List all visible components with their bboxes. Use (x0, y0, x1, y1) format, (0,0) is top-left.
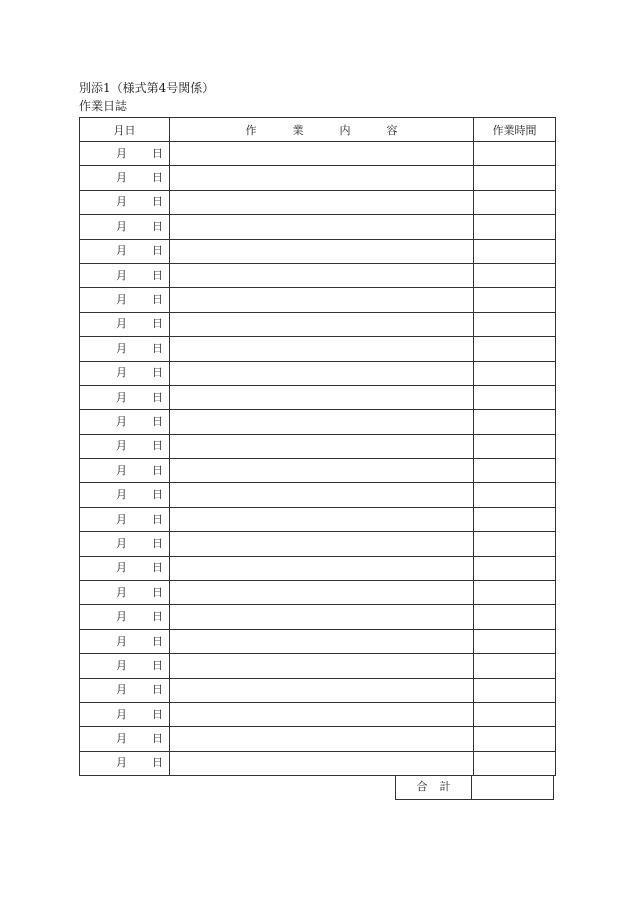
total-hours-cell (472, 775, 553, 799)
date-cell-wrap (80, 362, 169, 385)
work-hours-cell (474, 702, 556, 726)
day-label: 日 (152, 585, 163, 599)
table-row (80, 410, 556, 434)
date-cell-wrap (80, 166, 169, 189)
work-hours-cell (474, 532, 556, 556)
work-hours-cell (474, 507, 556, 531)
day-label: 日 (152, 463, 163, 477)
date-cell-wrap (80, 142, 169, 165)
date-cell (80, 361, 170, 385)
date-cell-wrap (80, 483, 169, 506)
work-hours-cell (474, 337, 556, 361)
work-hours-cell (474, 678, 556, 702)
date-cell-wrap (80, 313, 169, 336)
work-content-cell (170, 605, 474, 629)
day-label: 日 (152, 244, 163, 258)
date-cell (80, 385, 170, 409)
month-label: 月 (116, 146, 127, 160)
month-label: 月 (116, 512, 127, 526)
day-label: 日 (152, 536, 163, 550)
attachment-reference: 別添1（様式第4号関係） (79, 81, 215, 95)
work-content-cell (170, 410, 474, 434)
work-hours-cell (474, 190, 556, 214)
header-hours: 作業時間 (474, 118, 556, 142)
date-cell-wrap (80, 532, 169, 555)
date-cell (80, 678, 170, 702)
day-label: 日 (152, 219, 163, 233)
work-hours-cell (474, 142, 556, 166)
table-row (80, 263, 556, 287)
date-cell-wrap (80, 703, 169, 726)
work-hours-cell (474, 361, 556, 385)
day-label: 日 (152, 658, 163, 672)
date-cell-wrap (80, 508, 169, 531)
work-content-cell (170, 727, 474, 751)
month-label: 月 (116, 585, 127, 599)
date-cell (80, 629, 170, 653)
month-label: 月 (116, 536, 127, 550)
date-cell-wrap (80, 215, 169, 238)
month-label: 月 (116, 707, 127, 721)
work-content-cell (170, 215, 474, 239)
work-hours-cell (474, 288, 556, 312)
total-row (395, 775, 554, 800)
date-cell (80, 263, 170, 287)
work-hours-cell (474, 605, 556, 629)
date-cell (80, 532, 170, 556)
month-label: 月 (116, 390, 127, 404)
day-label: 日 (152, 293, 163, 307)
header-date: 月日 (80, 118, 170, 142)
date-cell-wrap (80, 410, 169, 433)
date-cell-wrap (80, 581, 169, 604)
date-cell (80, 166, 170, 190)
month-label: 月 (116, 756, 127, 770)
work-content-cell (170, 288, 474, 312)
work-hours-cell (474, 385, 556, 409)
date-cell-wrap (80, 386, 169, 409)
work-hours-cell (474, 581, 556, 605)
month-label: 月 (116, 610, 127, 624)
day-label: 日 (152, 268, 163, 282)
month-label: 月 (116, 634, 127, 648)
day-label: 日 (152, 414, 163, 428)
date-cell-wrap (80, 435, 169, 458)
work-hours-cell (474, 239, 556, 263)
date-cell-wrap (80, 240, 169, 263)
table-row (80, 239, 556, 263)
day-label: 日 (152, 171, 163, 185)
work-hours-cell (474, 312, 556, 336)
table-row (80, 532, 556, 556)
month-label: 月 (116, 244, 127, 258)
table-body (80, 142, 556, 776)
table-row (80, 459, 556, 483)
document-title: 作業日誌 (79, 99, 128, 113)
month-label: 月 (116, 293, 127, 307)
work-content-cell (170, 483, 474, 507)
date-cell-wrap (80, 752, 169, 775)
work-hours-cell (474, 556, 556, 580)
day-label: 日 (152, 341, 163, 355)
date-cell-wrap (80, 288, 169, 311)
date-cell (80, 581, 170, 605)
month-label: 月 (116, 658, 127, 672)
month-label: 月 (116, 561, 127, 575)
date-cell (80, 483, 170, 507)
table-row (80, 337, 556, 361)
date-cell (80, 410, 170, 434)
table-row (80, 483, 556, 507)
table-row (80, 581, 556, 605)
table-row (80, 190, 556, 214)
date-cell-wrap (80, 679, 169, 702)
work-content-cell (170, 581, 474, 605)
day-label: 日 (152, 146, 163, 160)
date-cell (80, 288, 170, 312)
header-content-label: 作業内容 (245, 123, 434, 137)
table-row (80, 727, 556, 751)
day-label: 日 (152, 439, 163, 453)
work-content-cell (170, 263, 474, 287)
date-cell-wrap (80, 337, 169, 360)
date-cell-wrap (80, 727, 169, 750)
date-cell (80, 190, 170, 214)
work-hours-cell (474, 215, 556, 239)
work-content-cell (170, 532, 474, 556)
day-label: 日 (152, 488, 163, 502)
day-label: 日 (152, 707, 163, 721)
date-cell (80, 727, 170, 751)
date-cell (80, 605, 170, 629)
table-row (80, 507, 556, 531)
work-content-cell (170, 459, 474, 483)
work-content-cell (170, 166, 474, 190)
table-row (80, 361, 556, 385)
table-row (80, 288, 556, 312)
date-cell (80, 702, 170, 726)
work-hours-cell (474, 483, 556, 507)
date-cell (80, 459, 170, 483)
table-row (80, 166, 556, 190)
month-label: 月 (116, 195, 127, 209)
table-row (80, 556, 556, 580)
month-label: 月 (116, 683, 127, 697)
day-label: 日 (152, 390, 163, 404)
month-label: 月 (116, 366, 127, 380)
work-content-cell (170, 337, 474, 361)
work-hours-cell (474, 166, 556, 190)
month-label: 月 (116, 439, 127, 453)
date-cell-wrap (80, 557, 169, 580)
date-cell (80, 312, 170, 336)
table-header (80, 118, 556, 142)
date-cell (80, 434, 170, 458)
date-cell (80, 654, 170, 678)
date-cell-wrap (80, 191, 169, 214)
work-content-cell (170, 678, 474, 702)
work-content-cell (170, 434, 474, 458)
work-content-cell (170, 312, 474, 336)
day-label: 日 (152, 732, 163, 746)
work-content-cell (170, 556, 474, 580)
day-label: 日 (152, 756, 163, 770)
table-row (80, 702, 556, 726)
work-hours-cell (474, 434, 556, 458)
table-row (80, 434, 556, 458)
header-content (170, 118, 474, 142)
table-row (80, 678, 556, 702)
table-row (80, 605, 556, 629)
date-cell (80, 142, 170, 166)
work-content-cell (170, 751, 474, 775)
work-hours-cell (474, 751, 556, 775)
work-hours-cell (474, 629, 556, 653)
work-hours-cell (474, 263, 556, 287)
work-hours-cell (474, 727, 556, 751)
date-cell-wrap (80, 459, 169, 482)
work-content-cell (170, 142, 474, 166)
date-cell-wrap (80, 264, 169, 287)
month-label: 月 (116, 488, 127, 502)
day-label: 日 (152, 512, 163, 526)
table-row (80, 751, 556, 775)
month-label: 月 (116, 268, 127, 282)
work-hours-cell (474, 459, 556, 483)
day-label: 日 (152, 634, 163, 648)
total-label: 合計 (416, 780, 463, 793)
day-label: 日 (152, 366, 163, 380)
date-cell (80, 239, 170, 263)
date-cell (80, 337, 170, 361)
day-label: 日 (152, 610, 163, 624)
total-label-cell (396, 775, 472, 799)
work-content-cell (170, 654, 474, 678)
table-row (80, 654, 556, 678)
date-cell (80, 507, 170, 531)
day-label: 日 (152, 561, 163, 575)
table-row (80, 629, 556, 653)
month-label: 月 (116, 317, 127, 331)
month-label: 月 (116, 463, 127, 477)
work-content-cell (170, 239, 474, 263)
date-cell-wrap (80, 654, 169, 677)
table-row (80, 312, 556, 336)
table-row (80, 215, 556, 239)
month-label: 月 (116, 171, 127, 185)
work-content-cell (170, 507, 474, 531)
work-content-cell (170, 385, 474, 409)
day-label: 日 (152, 195, 163, 209)
date-cell (80, 751, 170, 775)
month-label: 月 (116, 414, 127, 428)
work-content-cell (170, 702, 474, 726)
date-cell (80, 215, 170, 239)
month-label: 月 (116, 732, 127, 746)
work-hours-cell (474, 410, 556, 434)
day-label: 日 (152, 683, 163, 697)
table-row (80, 142, 556, 166)
month-label: 月 (116, 341, 127, 355)
date-cell-wrap (80, 605, 169, 628)
work-content-cell (170, 629, 474, 653)
work-log-table (79, 117, 556, 776)
work-content-cell (170, 190, 474, 214)
date-cell (80, 556, 170, 580)
month-label: 月 (116, 219, 127, 233)
work-content-cell (170, 361, 474, 385)
day-label: 日 (152, 317, 163, 331)
date-cell-wrap (80, 630, 169, 653)
header-row (80, 118, 556, 142)
work-hours-cell (474, 654, 556, 678)
table-row (80, 385, 556, 409)
